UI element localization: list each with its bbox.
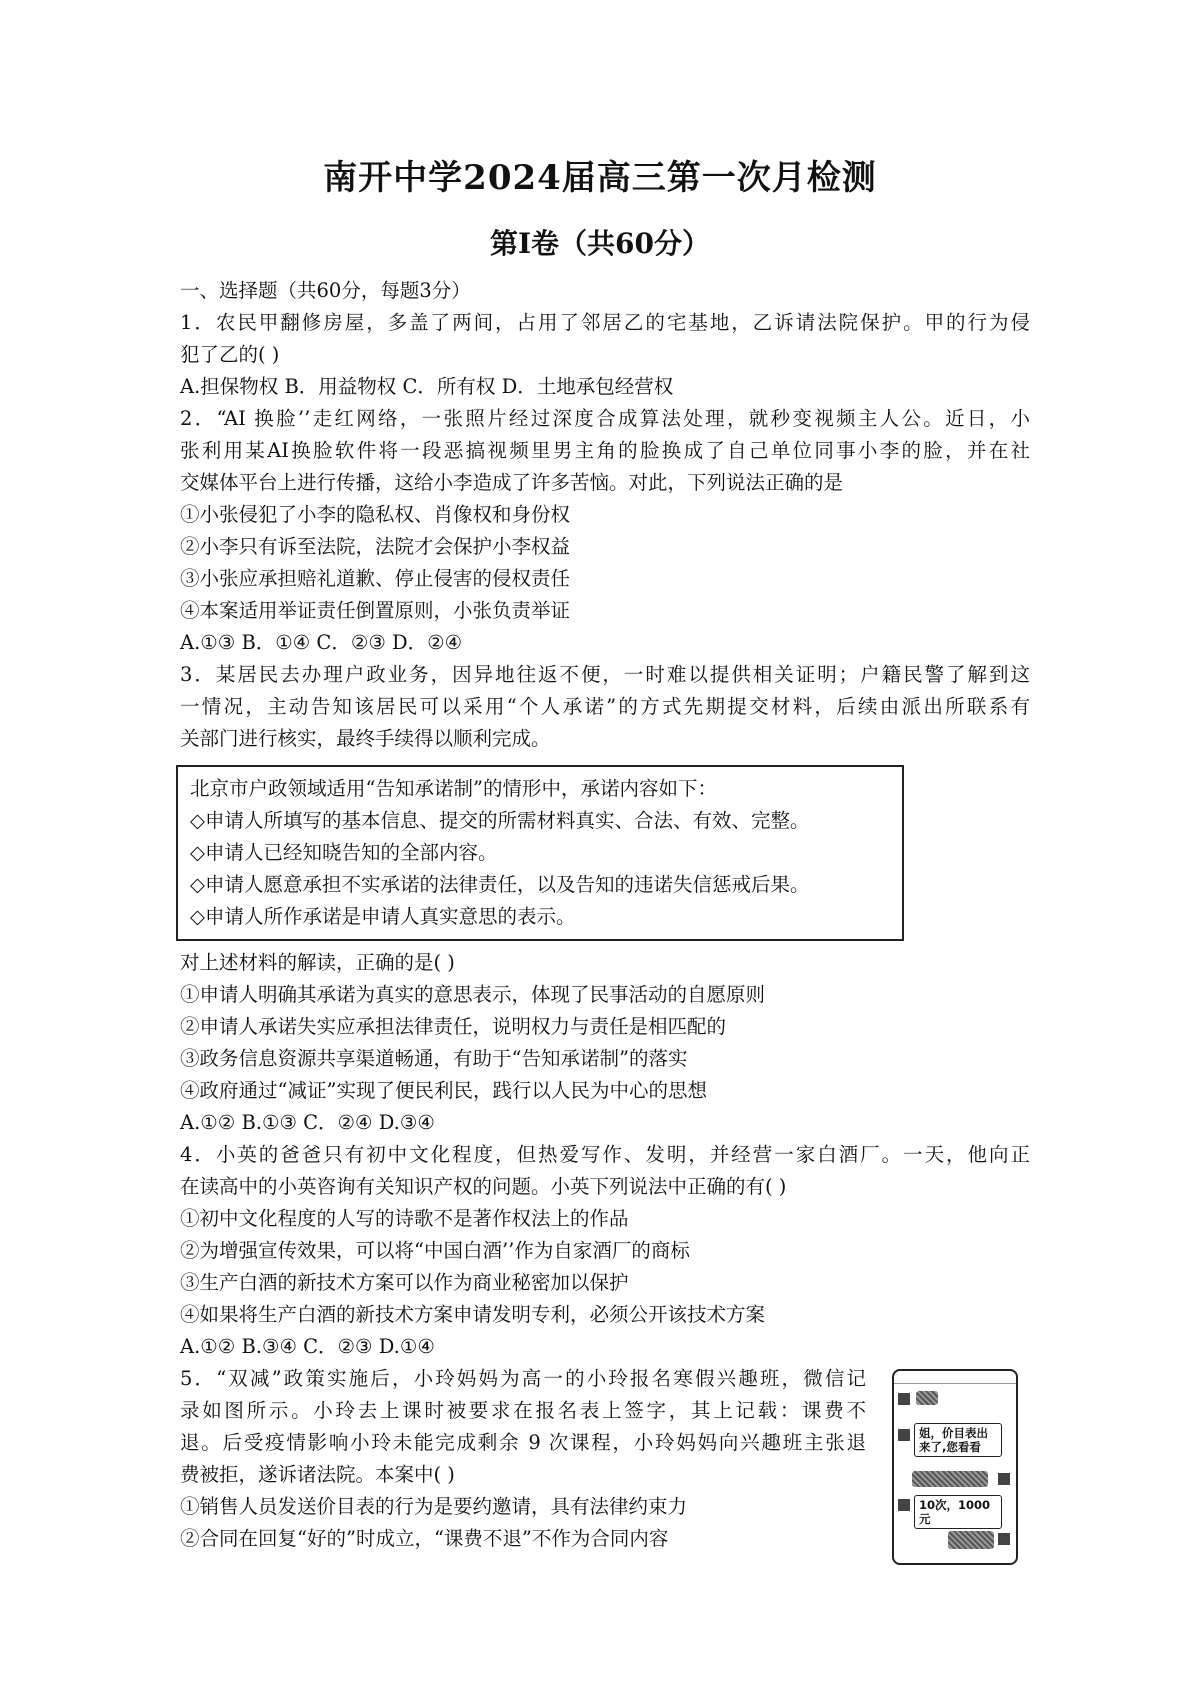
statement-item: ②小李只有诉至法院，法院才会保护小李权益 <box>180 535 571 558</box>
avatar <box>998 1533 1010 1545</box>
statement-item: ③小张应承担赔礼道歉、停止侵害的侵权责任 <box>180 567 571 590</box>
statement-item: ①销售人员发送价目表的行为是要约邀请，具有法律约束力 <box>180 1495 688 1518</box>
question-text-line: 4．小英的爸爸只有初中文化程度，但热爱写作、发明，并经营一家白酒厂。一天，他向正 <box>180 1143 1030 1166</box>
avatar <box>898 1429 910 1441</box>
page-title: 南开中学2024届高三第一次月检测 <box>323 158 877 198</box>
question-text-line: 3．某居民去办理户政业务，因异地往返不便，一时难以提供相关证明；户籍民警了解到这 <box>180 663 1030 686</box>
answer-options: A.①③ B．①④ C．②③ D．②④ <box>180 631 463 654</box>
question-text-line: 退。后受疫情影响小玲未能完成剩余 9 次课程，小玲妈妈向兴趣班主张退 <box>180 1431 866 1454</box>
statement-item: ②合同在回复“好的”时成立，“课费不退”不作为合同内容 <box>180 1527 669 1550</box>
statement-item: ①小张侵犯了小李的隐私权、肖像权和身份权 <box>180 503 571 526</box>
question-1 <box>180 307 1030 403</box>
answer-options: A.①② B.①③ C．②④ D.③④ <box>180 1111 435 1134</box>
question-text-line: 在读高中的小英咨询有关知识产权的问题。小英下列说法中正确的有( ) <box>180 1175 787 1198</box>
question-4 <box>180 1139 1030 1363</box>
question-text-line: 交媒体平台上进行传播，这给小李造成了许多苦恼。对此，下列说法正确的是 <box>180 471 844 494</box>
material-line: ◇申请人愿意承担不实承诺的法律责任，以及告知的违诺失信惩戒后果。 <box>190 873 810 896</box>
question-3 <box>180 659 1030 1139</box>
exam-content <box>180 275 1030 1555</box>
statement-item: ①申请人明确其承诺为真实的意思表示，体现了民事活动的自愿原则 <box>180 983 766 1006</box>
question-text-line: 2．“AI 换脸’’走红网络，一张照片经过深度合成算法处理，就秒变视频主人公。近日，小 <box>180 407 1030 430</box>
answer-options: A.①② B.③④ C．②③ D.①④ <box>180 1335 435 1358</box>
question-text-line: 录如图所示。小玲去上课时被要求在报名表上签字，其上记载：课费不 <box>180 1399 866 1422</box>
material-line: ◇申请人所作承诺是申请人真实意思的表示。 <box>190 905 576 928</box>
question-5 <box>180 1363 1030 1555</box>
statement-item: ②申请人承诺失实应承担法律责任，说明权力与责任是相匹配的 <box>180 1015 727 1038</box>
phone-status-bar <box>894 1371 1016 1384</box>
material-line: ◇申请人所填写的基本信息、提交的所需材料真实、合法、有效、完整。 <box>190 809 810 832</box>
question-text-line: 犯了乙的( ) <box>180 343 280 366</box>
blurred-message <box>948 1531 994 1549</box>
material-line: 北京市户政领域适用“告知承诺制”的情形中，承诺内容如下： <box>190 777 717 800</box>
statement-item: ②为增强宣传效果，可以将“中国白酒’’作为自家酒厂的商标 <box>180 1239 690 1262</box>
question-text-line: 关部门进行核实，最终手续得以顺利完成。 <box>180 727 551 750</box>
answer-options: A.担保物权 B．用益物权 C．所有权 D．土地承包经营权 <box>180 375 674 398</box>
chat-bubble: 10次，1000元 <box>914 1495 1002 1529</box>
chat-bubble: 姐，价目表出来了,您看看 <box>914 1423 1002 1457</box>
question-text-line: 张利用某AI换脸软件将一段恶搞视频里男主角的脸换成了自己单位同事小李的脸，并在社 <box>180 439 1030 462</box>
section-subtitle: 第I卷（共60分） <box>489 227 711 260</box>
statement-item: ④本案适用举证责任倒置原则，小张负责举证 <box>180 599 571 622</box>
material-line: ◇申请人已经知晓告知的全部内容。 <box>190 841 498 864</box>
question-text-line: 一情况，主动告知该居民可以采用“个人承诺”的方式先期提交材料，后续由派出所联系有 <box>180 695 1030 718</box>
statement-item: ③政务信息资源共享渠道畅通，有助于“告知承诺制”的落实 <box>180 1047 688 1070</box>
question-2 <box>180 403 1030 659</box>
avatar <box>998 1473 1010 1485</box>
avatar <box>898 1499 910 1511</box>
wechat-screenshot-figure <box>892 1369 1018 1565</box>
material-box <box>176 765 904 941</box>
statement-item: ③生产白酒的新技术方案可以作为商业秘密加以保护 <box>180 1271 629 1294</box>
question-text-line: 5．“双减”政策实施后，小玲妈妈为高一的小玲报名寒假兴趣班，微信记 <box>180 1367 866 1390</box>
question-text-line: 费被拒，遂诉诸法院。本案中( ) <box>180 1463 455 1486</box>
section-heading: 一、选择题（共60分，每题3分） <box>180 279 471 302</box>
question-prompt: 对上述材料的解读，正确的是( ) <box>180 951 455 974</box>
question-text-line: 1．农民甲翻修房屋，多盖了两间，占用了邻居乙的宅基地，乙诉请法院保护。甲的行为侵 <box>180 311 1030 334</box>
statement-item: ④政府通过“减证”实现了便民利民，践行以人民为中心的思想 <box>180 1079 707 1102</box>
blurred-message <box>912 1471 988 1487</box>
statement-item: ④如果将生产白酒的新技术方案申请发明专利，必须公开该技术方案 <box>180 1303 766 1326</box>
blurred-message <box>916 1391 938 1405</box>
statement-item: ①初中文化程度的人写的诗歌不是著作权法上的作品 <box>180 1207 629 1230</box>
question-5-text <box>180 1363 866 1491</box>
avatar <box>898 1393 910 1405</box>
